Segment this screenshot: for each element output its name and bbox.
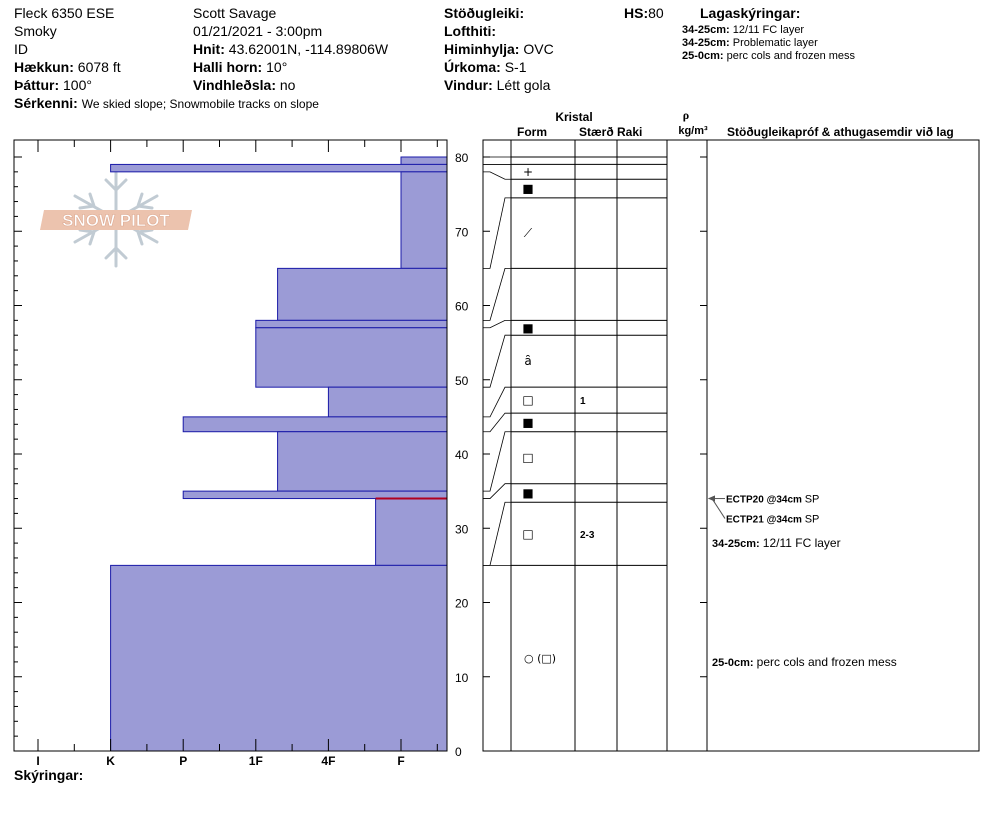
comment-text: 12/11 FC layer bbox=[762, 536, 841, 551]
legend-text: Problematic layer bbox=[732, 37, 818, 49]
aspect-value: 100° bbox=[63, 77, 92, 93]
depth-tick-label: 0 bbox=[455, 745, 462, 759]
sky-value: OVC bbox=[523, 41, 554, 57]
layer-connector bbox=[483, 320, 511, 327]
layer-comment bbox=[712, 536, 841, 550]
layer-table bbox=[483, 108, 979, 751]
hardness-layer bbox=[256, 328, 447, 387]
legend-text: 12/11 FC layer bbox=[732, 24, 805, 36]
stability-test bbox=[726, 494, 819, 506]
grain-form-symbol: ȃ bbox=[524, 354, 532, 369]
size-header: Stærð bbox=[579, 125, 614, 139]
arrow-icon bbox=[708, 496, 715, 502]
layer-connector bbox=[483, 172, 511, 179]
grain-form-symbol: ■ bbox=[522, 320, 534, 335]
hardness-layer bbox=[183, 417, 447, 432]
legend-range: 34-25cm: bbox=[682, 37, 730, 49]
hardness-layer bbox=[111, 565, 447, 751]
legend-range: 25-0cm: bbox=[682, 50, 724, 62]
hardness-layer bbox=[376, 499, 447, 566]
hardness-tick-label: 1F bbox=[248, 754, 263, 768]
legend-title-text: Lagaskýringar: bbox=[700, 5, 801, 21]
footer-label: Skýringar: bbox=[14, 767, 84, 783]
layer-connector bbox=[483, 413, 511, 432]
hardness-tick-label: K bbox=[106, 754, 115, 768]
precip-label: Úrkoma: bbox=[444, 59, 501, 75]
legend-range: 34-25cm: bbox=[682, 24, 730, 36]
grain-form-symbol: ⟋ bbox=[523, 226, 533, 241]
hardness-layer bbox=[278, 268, 447, 320]
depth-tick-label: 30 bbox=[455, 522, 469, 537]
test-code: ECTP20 @34cm bbox=[726, 494, 805, 506]
hardness-layer bbox=[401, 172, 447, 269]
range-name: Smoky bbox=[14, 23, 57, 39]
air-temp-label: Lofthiti: bbox=[444, 23, 497, 39]
tests-header: Stöðugleikapróf & athugasemdir við lag bbox=[727, 125, 954, 139]
slope-value: 10° bbox=[266, 59, 288, 75]
datetime: 01/21/2021 - 3:00pm bbox=[193, 23, 323, 39]
hardness-tick-label: 4F bbox=[321, 754, 336, 768]
hardness-tick-label: P bbox=[179, 754, 188, 768]
density-unit: kg/m³ bbox=[678, 125, 708, 137]
legend-text: perc cols and frozen mess bbox=[726, 50, 856, 62]
grain-form-symbol: ■ bbox=[522, 181, 534, 196]
grain-form-symbol: + bbox=[522, 164, 534, 179]
hardness-layers bbox=[111, 157, 447, 751]
state-name: ID bbox=[14, 41, 28, 57]
hardness-layer bbox=[256, 320, 447, 327]
layer-connector bbox=[483, 268, 511, 320]
snowpilot-logo bbox=[40, 172, 192, 266]
wind-value: Létt gola bbox=[496, 77, 551, 93]
depth-tick-label: 40 bbox=[455, 448, 469, 462]
hardness-layer bbox=[278, 432, 447, 491]
depth-tick-label: 20 bbox=[455, 596, 469, 611]
coords-value: 43.62001N, -114.89806W bbox=[228, 41, 389, 57]
form-header: Form bbox=[517, 125, 547, 139]
aspect-label: Þáttur: bbox=[14, 77, 60, 93]
layer-connector bbox=[483, 502, 511, 565]
slope-label: Halli horn: bbox=[193, 59, 263, 75]
location-name: Fleck 6350 ESE bbox=[14, 5, 115, 21]
test-shear: SP bbox=[804, 513, 820, 526]
test-shear: SP bbox=[804, 493, 820, 506]
grain-size: 2-3 bbox=[580, 529, 595, 541]
hardness-layer bbox=[328, 387, 447, 417]
grain-form-symbol: ■ bbox=[522, 485, 534, 500]
wind-load-label: Vindhleðsla: bbox=[193, 77, 276, 93]
grain-form-symbol: ○ (□) bbox=[524, 652, 557, 666]
test-pointer bbox=[712, 499, 725, 519]
coords-label: Hnit: bbox=[193, 41, 225, 57]
hardness-layer bbox=[183, 491, 447, 498]
hardness-layer bbox=[111, 164, 447, 171]
sky-label: Himinhylja: bbox=[444, 41, 520, 57]
layer-connector bbox=[483, 432, 511, 491]
comment-range: 34-25cm: bbox=[712, 538, 763, 551]
depth-tick-label: 50 bbox=[455, 373, 469, 388]
layer-comment bbox=[712, 655, 897, 669]
comment-text: perc cols and frozen mess bbox=[756, 654, 897, 669]
comment-range: 25-0cm: bbox=[712, 656, 757, 669]
depth-tick-label: 10 bbox=[455, 670, 469, 685]
grain-size: 1 bbox=[580, 396, 586, 408]
density-symbol: ρ bbox=[682, 108, 690, 122]
wind-load-value: no bbox=[279, 77, 296, 93]
test-code: ECTP21 @34cm bbox=[726, 514, 805, 526]
hs-label: HS: bbox=[624, 5, 649, 21]
stability-label: Stöðugleiki: bbox=[444, 5, 525, 21]
elevation-value: 6078 ft bbox=[77, 59, 121, 75]
hardness-tick-label: I bbox=[36, 754, 40, 768]
features-value: We skied slope; Snowmobile tracks on slope bbox=[81, 97, 319, 111]
depth-tick-label: 80 bbox=[455, 151, 469, 165]
precip-value: S-1 bbox=[504, 59, 527, 75]
observer: Scott Savage bbox=[193, 5, 277, 21]
layer-connector bbox=[483, 198, 511, 269]
depth-tick-label: 60 bbox=[455, 299, 469, 314]
grain-form-symbol: □ bbox=[522, 450, 534, 465]
wind-label: Vindur: bbox=[444, 77, 493, 93]
hs-value: 80 bbox=[648, 5, 664, 21]
logo-text: SNOW PILOT bbox=[62, 211, 170, 230]
grain-form-symbol: □ bbox=[522, 526, 534, 541]
grain-form-symbol: ■ bbox=[522, 415, 534, 430]
stability-test bbox=[726, 514, 819, 526]
grain-form-symbol: □ bbox=[522, 393, 534, 408]
layer-connector bbox=[483, 387, 511, 417]
stability-tests bbox=[708, 494, 897, 669]
moisture-header: Raki bbox=[617, 125, 643, 139]
depth-tick-label: 70 bbox=[455, 225, 469, 240]
features-label: Sérkenni: bbox=[14, 95, 78, 111]
hardness-tick-label: F bbox=[397, 754, 405, 768]
hardness-layer bbox=[401, 157, 447, 164]
crystal-header: Kristal bbox=[555, 110, 593, 124]
elevation-label: Hækkun: bbox=[14, 59, 74, 75]
